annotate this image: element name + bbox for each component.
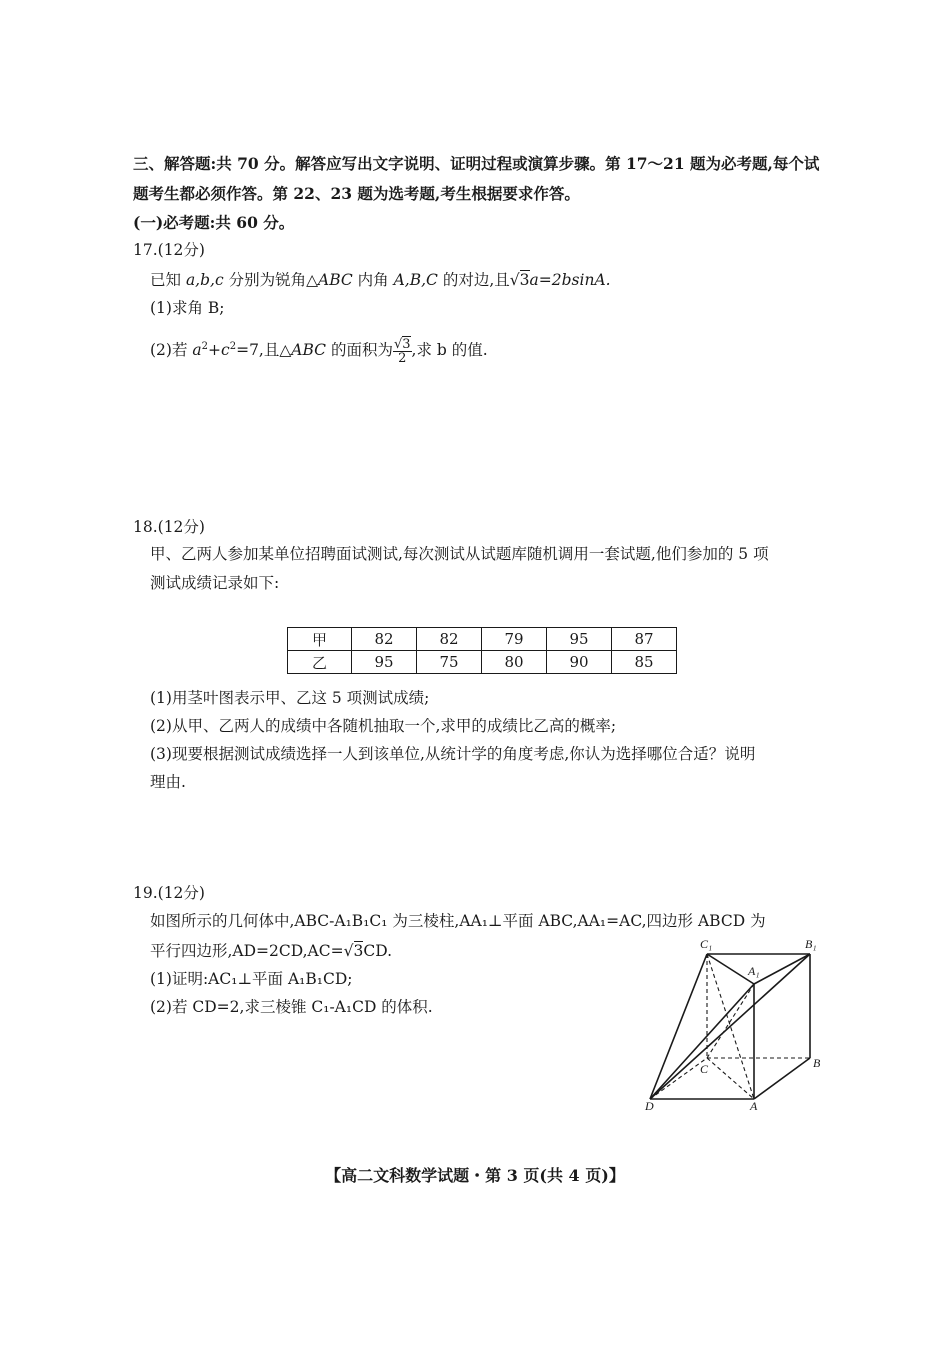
page-footer: 【高二文科数学试题・第 3 页(共 4 页)】 (325, 1166, 625, 1185)
q19-part2: (2)若 CD=2,求三棱锥 C₁-A₁CD 的体积. (150, 998, 433, 1016)
label-c: C (700, 1062, 709, 1076)
q17-stem: 已知 a,b,c 分别为锐角△ABC 内角 A,B,C 的对边,且√3a=2bsinA. (150, 271, 611, 289)
label-d: D (645, 1099, 654, 1112)
score-cell: 79 (482, 628, 547, 651)
edge-db1 (650, 954, 810, 1099)
score-cell: 80 (482, 651, 547, 674)
section-heading-line2: 题考生都必须作答。第 22、23 题为选考题,考生根据要求作答。 (133, 184, 580, 203)
label-a: A (750, 1099, 758, 1112)
q18-number: 18.(12分) (133, 518, 205, 536)
edge-da1 (650, 984, 754, 1099)
score-cell: 95 (352, 651, 417, 674)
score-cell: 82 (417, 628, 482, 651)
score-cell: 82 (352, 628, 417, 651)
q18-part3-line1: (3)现要根据测试成绩选择一人到该单位,从统计学的角度考虑,你认为选择哪位合适？说明 (150, 745, 756, 763)
score-cell: 95 (547, 628, 612, 651)
q18-stem-line1: 甲、乙两人参加某单位招聘面试测试,每次测试从试题库随机调用一套试题,他们参加的 5 项 (150, 545, 769, 563)
required-heading: (一)必考题:共 60 分。 (133, 213, 295, 232)
q18-part2: (2)从甲、乙两人的成绩中各随机抽取一个,求甲的成绩比乙高的概率; (150, 717, 617, 735)
q18-stem-line2: 测试成绩记录如下: (150, 574, 280, 592)
prism-figure (640, 932, 830, 1112)
score-cell: 90 (547, 651, 612, 674)
score-cell: 85 (612, 651, 677, 674)
hidden-edge-ca1 (707, 984, 754, 1058)
q17-part2: (2)若 $a^2+c^2=7$,且△ABC 的面积为 $\frac{√3}{2}$ ,求 b 的值. (150, 336, 488, 366)
area-fraction: $\frac{√3}{2}$ (393, 336, 411, 366)
row-name: 甲 (288, 628, 352, 651)
q19-number: 19.(12分) (133, 884, 205, 902)
edge-dc1 (650, 954, 707, 1099)
label-b1: B₁ (805, 937, 817, 951)
q19-part1: (1)证明:AC₁⊥平面 A₁B₁CD; (150, 970, 353, 988)
q19-stem-line1: 如图所示的几何体中,ABC-A₁B₁C₁ 为三棱柱,AA₁⊥平面 ABC,AA₁=AC,四边形 ABCD 为 (150, 912, 766, 930)
edge-ab (754, 1058, 810, 1099)
score-cell: 87 (612, 628, 677, 651)
label-b: B (813, 1056, 821, 1070)
table-row (288, 628, 677, 651)
section-heading-line1: 三、解答题:共 70 分。解答应写出文字说明、证明过程或演算步骤。第 17～21 题为必考题,每个试 (133, 154, 820, 173)
score-table (287, 627, 677, 674)
q17-number: 17.(12分) (133, 241, 205, 259)
q19-stem-line2: 平行四边形,AD=2CD,AC=√3CD. (150, 942, 393, 960)
q18-part1: (1)用茎叶图表示甲、乙这 5 项测试成绩; (150, 689, 430, 707)
label-c1: C₁ (700, 937, 713, 951)
q18-part3-line2: 理由. (150, 773, 186, 791)
score-cell: 75 (417, 651, 482, 674)
edge-c1a1 (707, 954, 754, 984)
q17-part1: (1)求角 B; (150, 299, 225, 317)
label-a1: A₁ (748, 964, 760, 978)
table-row (288, 651, 677, 674)
row-name: 乙 (288, 651, 352, 674)
hidden-edge-ca (707, 1058, 754, 1099)
